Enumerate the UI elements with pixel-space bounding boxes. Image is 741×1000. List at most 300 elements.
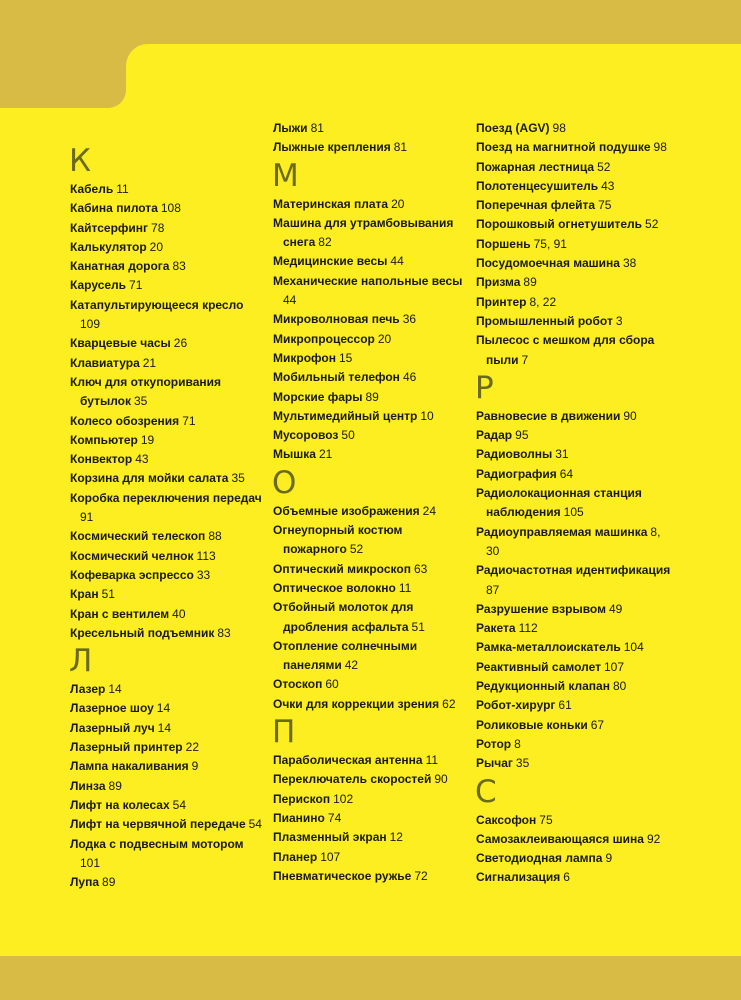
entry-pages: 80 <box>612 679 627 694</box>
index-entry-line <box>70 450 265 469</box>
index-entry-line <box>70 180 265 199</box>
index-entry <box>70 354 265 373</box>
entry-pages: 50 <box>341 428 355 443</box>
entry-pages: 54 <box>172 797 186 812</box>
entry-term: Кайтсерфинг <box>70 220 149 235</box>
entry-term: Лифт на колесах <box>70 797 170 812</box>
index-entry-line <box>273 214 468 233</box>
entry-term: Лупа <box>70 875 100 890</box>
index-entry-line <box>476 119 671 138</box>
entry-term: наблюдения <box>486 505 561 520</box>
entry-pages: 36 <box>402 312 417 327</box>
entry-pages: 6 <box>563 870 570 885</box>
index-entry <box>273 598 468 637</box>
entry-term: Корзина для мойки салата <box>70 471 229 486</box>
entry-pages: 15 <box>338 350 353 365</box>
entry-pages: 62 <box>442 696 456 711</box>
entry-term: Отбойный молоток для <box>273 600 414 615</box>
section-letter: М <box>272 157 299 194</box>
entry-pages: 89 <box>102 875 116 890</box>
entry-pages: 63 <box>413 561 428 576</box>
entry-pages: 109 <box>80 317 101 332</box>
entry-pages: 14 <box>108 682 122 697</box>
entry-term: Рамка-металлоискатель <box>476 640 621 655</box>
index-entry <box>70 180 265 199</box>
entry-pages: 26 <box>173 336 188 351</box>
entry-pages: 3 <box>615 313 623 328</box>
index-entry <box>273 407 468 426</box>
entry-term: Ротор <box>476 736 512 751</box>
entry-pages: 31 <box>555 447 569 462</box>
entry-pages: 74 <box>327 810 342 825</box>
entry-term: Материнская плата <box>273 196 389 211</box>
index-entry-line <box>476 811 671 830</box>
entry-pages: 51 <box>101 587 115 602</box>
index-entry-line <box>70 777 265 796</box>
index-entry-line <box>273 828 468 847</box>
index-entry <box>70 738 265 757</box>
index-entry-line <box>70 719 265 738</box>
index-entry <box>70 585 265 604</box>
index-entry-line <box>476 677 671 696</box>
index-entry <box>70 835 265 874</box>
index-entry <box>70 699 265 718</box>
entry-term: Механические напольные весы <box>273 273 463 288</box>
index-entry-line <box>273 579 468 598</box>
entry-pages: 52 <box>645 217 659 232</box>
index-entry-line <box>476 754 671 773</box>
entry-term: Микроволновая печь <box>273 312 400 327</box>
entry-pages: 52 <box>597 159 611 174</box>
index-entry <box>476 677 671 696</box>
entry-term: Призма <box>476 275 521 290</box>
entry-pages: 52 <box>349 542 364 557</box>
index-entry <box>476 484 671 523</box>
index-entry-line <box>476 196 671 215</box>
entry-term: Самозаклеивающаяся шина <box>476 831 644 846</box>
entry-pages: 8, <box>650 524 661 539</box>
index-entry-line <box>70 334 265 353</box>
index-entry-line <box>70 431 265 450</box>
index-entry <box>476 119 671 138</box>
entry-pages: 11 <box>116 182 129 196</box>
entry-term: Компьютер <box>70 432 138 447</box>
entry-term: Отопление солнечными <box>273 638 418 653</box>
index-entry-line <box>476 293 671 312</box>
index-entry-line <box>476 445 671 464</box>
entry-pages: 11 <box>398 580 412 595</box>
entry-pages: 113 <box>196 548 216 563</box>
index-entry <box>273 848 468 867</box>
entry-term: Пневматическое ружье <box>273 868 412 883</box>
index-entry <box>476 215 671 234</box>
index-entry-line <box>70 296 265 315</box>
index-entry-line <box>70 738 265 757</box>
index-entry <box>70 719 265 738</box>
index-entry-line <box>70 412 265 431</box>
index-entry-line <box>70 199 265 218</box>
entry-pages: 43 <box>601 178 615 193</box>
entry-term: Поезд (AGV) <box>476 121 550 135</box>
index-entry-line <box>476 426 671 445</box>
entry-pages: 87 <box>486 582 500 597</box>
index-entry-line <box>273 426 468 445</box>
index-entry <box>476 868 671 887</box>
index-entry-line <box>70 257 265 276</box>
index-entry <box>70 334 265 353</box>
entry-term: Редукционный клапан <box>476 679 610 694</box>
index-entry-continuation <box>273 291 468 310</box>
entry-term: Микропроцессор <box>273 331 375 346</box>
entry-term: Поезд на магнитной подушке <box>476 140 651 155</box>
entry-pages: 33 <box>196 567 211 582</box>
index-entry <box>273 426 468 445</box>
entry-term: Лифт на червячной передаче <box>70 817 246 832</box>
index-entry-line <box>476 235 671 254</box>
index-entry <box>476 177 671 196</box>
index-entry-line <box>70 373 265 392</box>
index-entry-line <box>273 407 468 426</box>
index-entry-line <box>70 815 265 834</box>
index-entry-line <box>273 330 468 349</box>
index-entry-line <box>476 735 671 754</box>
entry-pages: 81 <box>393 140 408 155</box>
entry-term: Параболическая антенна <box>273 753 423 768</box>
entry-term: Принтер <box>476 294 527 309</box>
index-entry <box>273 521 468 560</box>
index-entry <box>476 273 671 292</box>
entry-term: Лыжные крепления <box>273 140 391 155</box>
entry-term: Кресельный подъемник <box>70 625 215 640</box>
entry-pages: 8 <box>514 736 521 751</box>
entry-term: Промышленный робот <box>476 313 613 328</box>
entry-term: Объемные изображения <box>273 503 420 518</box>
index-entry-line <box>476 561 671 580</box>
entry-term: дробления асфальта <box>283 619 409 634</box>
index-entry-line <box>70 527 265 546</box>
index-entry <box>476 254 671 273</box>
index-entry <box>70 469 265 488</box>
index-entry <box>273 809 468 828</box>
index-entry-line <box>70 624 265 643</box>
entry-pages: 40 <box>172 606 186 621</box>
index-entry <box>70 624 265 643</box>
entry-pages: 35 <box>134 394 148 409</box>
index-entry <box>70 527 265 546</box>
index-entry-line <box>273 598 468 617</box>
entry-term: Радиография <box>476 466 557 481</box>
entry-term: Отоскоп <box>273 677 323 692</box>
index-entry <box>273 502 468 521</box>
entry-pages: 98 <box>653 140 667 155</box>
entry-term: Линза <box>70 778 106 793</box>
index-entry <box>476 811 671 830</box>
entry-term: Полотенцесушитель <box>476 178 599 193</box>
index-entry-line <box>70 680 265 699</box>
index-entry-line <box>476 849 671 868</box>
entry-term: Лодка с подвесным мотором <box>70 836 244 851</box>
entry-term: Светодиодная лампа <box>476 851 603 866</box>
index-entry-continuation <box>273 618 468 637</box>
entry-term: Робот-хирург <box>476 698 556 713</box>
section-letter: Р <box>475 369 494 406</box>
index-entry-line <box>273 368 468 387</box>
index-entry <box>476 158 671 177</box>
entry-term: Лазерный луч <box>70 720 155 735</box>
entry-term: Плазменный экран <box>273 830 387 845</box>
entry-term: Планер <box>273 849 318 864</box>
index-entry <box>70 605 265 624</box>
index-entry <box>70 219 265 238</box>
entry-pages: 11 <box>425 753 439 768</box>
entry-pages: 81 <box>310 121 324 135</box>
entry-pages: 38 <box>622 256 637 271</box>
index-entry-line <box>70 566 265 585</box>
entry-term: Мусоровоз <box>273 428 339 443</box>
entry-term: пожарного <box>283 542 347 557</box>
index-entry-line <box>70 219 265 238</box>
entry-pages: 30 <box>486 543 500 558</box>
index-entry-line <box>70 547 265 566</box>
index-entry <box>273 138 468 157</box>
index-entry-line <box>70 585 265 604</box>
index-entry <box>273 637 468 676</box>
entry-pages: 83 <box>172 259 186 274</box>
entry-term: Кабина пилота <box>70 201 158 216</box>
section-letter: Л <box>69 643 93 680</box>
index-entry-line <box>273 790 468 809</box>
index-entry-line <box>476 138 671 157</box>
index-entry <box>476 465 671 484</box>
index-entry-line <box>476 254 671 273</box>
entry-term: Рычаг <box>476 756 513 771</box>
index-entry-line <box>273 252 468 271</box>
index-entry <box>476 407 671 426</box>
index-entry <box>476 696 671 715</box>
index-entry-line <box>476 331 671 350</box>
entry-term: Роликовые коньки <box>476 717 588 732</box>
index-entry-line <box>273 695 468 714</box>
index-entry <box>476 600 671 619</box>
entry-pages: 49 <box>608 601 623 616</box>
page-margin-bottom <box>0 956 741 1000</box>
entry-pages: 72 <box>414 868 428 883</box>
index-entry-line <box>476 868 671 887</box>
entry-pages: 9 <box>605 851 613 866</box>
entry-pages: 19 <box>140 432 155 447</box>
entry-term: Карусель <box>70 278 127 293</box>
entry-pages: 112 <box>518 621 538 636</box>
index-entry <box>70 431 265 450</box>
index-entry <box>273 751 468 770</box>
entry-term: Оптическое волокно <box>273 580 396 595</box>
entry-pages: 35 <box>515 756 530 771</box>
index-entry <box>273 770 468 789</box>
entry-pages: 71 <box>182 413 196 428</box>
entry-term: Кофеварка эспрессо <box>70 567 194 582</box>
index-entry <box>70 238 265 257</box>
index-entry-line <box>70 489 265 508</box>
entry-pages: 83 <box>217 625 231 640</box>
index-entry <box>273 790 468 809</box>
index-entry-continuation <box>70 854 265 873</box>
index-entry <box>273 310 468 329</box>
entry-term: Конвектор <box>70 452 133 467</box>
index-entry-line <box>273 751 468 770</box>
entry-pages: 7 <box>521 352 529 367</box>
index-entry-line <box>476 658 671 677</box>
entry-pages: 60 <box>325 677 339 692</box>
entry-term: Радиочастотная идентификация <box>476 563 671 578</box>
entry-pages: 43 <box>135 452 149 467</box>
index-entry-line <box>476 312 671 331</box>
index-entry-continuation <box>273 656 468 675</box>
index-entry <box>476 196 671 215</box>
entry-pages: 75 <box>598 198 612 213</box>
entry-pages: 51 <box>411 619 425 634</box>
entry-pages: 101 <box>80 855 101 870</box>
index-entry-line <box>273 349 468 368</box>
entry-term: Пианино <box>273 810 325 825</box>
index-entry-continuation <box>476 503 671 522</box>
entry-term: Посудомоечная машина <box>476 256 620 271</box>
entry-term: Космический челнок <box>70 548 194 563</box>
entry-pages: 21 <box>318 447 333 462</box>
entry-pages: 75 <box>539 812 553 827</box>
entry-pages: 90 <box>623 408 637 423</box>
entry-term: Машина для утрамбовывания <box>273 215 454 230</box>
index-entry-line <box>273 195 468 214</box>
index-entry-line <box>273 809 468 828</box>
index-entry <box>70 257 265 276</box>
entry-pages: 102 <box>333 791 354 806</box>
entry-term: Микрофон <box>273 350 336 365</box>
entry-term: панелями <box>283 658 342 673</box>
entry-pages: 95 <box>515 428 529 443</box>
index-entry-line <box>70 699 265 718</box>
index-column-3 <box>476 119 671 888</box>
index-entry <box>476 716 671 735</box>
index-entry-line <box>273 388 468 407</box>
entry-term: Канатная дорога <box>70 259 170 274</box>
index-entry <box>476 735 671 754</box>
entry-term: Ключ для откупоривания <box>70 374 222 389</box>
index-entry <box>70 796 265 815</box>
entry-term: Медицинские весы <box>273 254 388 269</box>
entry-pages: 71 <box>129 278 143 293</box>
entry-term: Сигнализация <box>476 870 561 885</box>
entry-term: Очки для коррекции зрения <box>273 696 440 711</box>
entry-pages: 46 <box>402 370 417 385</box>
index-entry <box>476 138 671 157</box>
index-entry <box>70 296 265 335</box>
index-entry <box>70 199 265 218</box>
index-entry <box>476 293 671 312</box>
index-entry-continuation <box>476 542 671 561</box>
entry-pages: 22 <box>185 740 199 755</box>
index-entry-line <box>476 465 671 484</box>
entry-pages: 89 <box>523 275 537 290</box>
entry-pages: 91 <box>80 510 94 525</box>
index-entry <box>70 450 265 469</box>
entry-term: Мобильный телефон <box>273 370 400 385</box>
index-entry <box>70 815 265 834</box>
entry-pages: 92 <box>646 831 661 846</box>
index-entry-line <box>476 177 671 196</box>
index-entry <box>476 638 671 657</box>
index-entry-line <box>70 276 265 295</box>
index-entry-line <box>273 637 468 656</box>
entry-term: Саксофон <box>476 812 537 827</box>
entry-pages: 9 <box>191 759 199 774</box>
entry-term: Клавиатура <box>70 355 140 370</box>
index-entry-continuation <box>476 351 671 370</box>
index-entry-line <box>273 310 468 329</box>
entry-term: Кабель <box>70 182 114 196</box>
entry-pages: 61 <box>558 698 572 713</box>
entry-term: Реактивный самолет <box>476 659 601 674</box>
entry-term: Перископ <box>273 791 331 806</box>
entry-term: Пылесос с мешком для сбора <box>476 333 655 348</box>
entry-pages: 67 <box>590 717 605 732</box>
index-entry-line <box>476 619 671 638</box>
index-entry <box>273 579 468 598</box>
entry-term: Колесо обозрения <box>70 413 180 428</box>
index-entry <box>273 214 468 253</box>
index-entry-line <box>476 716 671 735</box>
index-entry-line <box>273 867 468 886</box>
index-entry <box>273 119 468 138</box>
index-entry-line <box>476 215 671 234</box>
index-entry <box>476 619 671 638</box>
entry-pages: 107 <box>604 659 625 674</box>
entry-pages: 21 <box>142 355 157 370</box>
entry-term: бутылок <box>80 394 131 409</box>
index-entry-line <box>273 675 468 694</box>
index-entry-continuation <box>476 581 671 600</box>
entry-term: Поршень <box>476 236 531 251</box>
entry-pages: 98 <box>552 121 566 135</box>
entry-term: снега <box>283 235 316 250</box>
entry-pages: 108 <box>160 201 181 216</box>
index-entry <box>476 426 671 445</box>
entry-term: Кран <box>70 587 99 602</box>
index-entry <box>273 330 468 349</box>
index-entry <box>273 828 468 847</box>
entry-term: Поперечная флейта <box>476 198 596 213</box>
index-entry <box>476 523 671 562</box>
entry-term: Лазерный принтер <box>70 740 183 755</box>
entry-pages: 89 <box>108 778 122 793</box>
entry-pages: 8, 22 <box>529 294 557 309</box>
index-entry <box>70 373 265 412</box>
index-entry <box>273 195 468 214</box>
entry-pages: 44 <box>283 293 297 308</box>
index-entry <box>70 757 265 776</box>
index-entry-continuation <box>273 540 468 559</box>
index-entry <box>273 349 468 368</box>
index-entry-line <box>476 638 671 657</box>
index-entry <box>70 566 265 585</box>
entry-pages: 64 <box>559 466 574 481</box>
entry-pages: 89 <box>365 389 379 404</box>
index-entry-line <box>273 521 468 540</box>
entry-pages: 12 <box>389 830 403 845</box>
index-entry <box>70 680 265 699</box>
entry-term: Лазерное шоу <box>70 701 154 716</box>
index-entry-line <box>273 445 468 464</box>
entry-term: Кварцевые часы <box>70 336 171 351</box>
